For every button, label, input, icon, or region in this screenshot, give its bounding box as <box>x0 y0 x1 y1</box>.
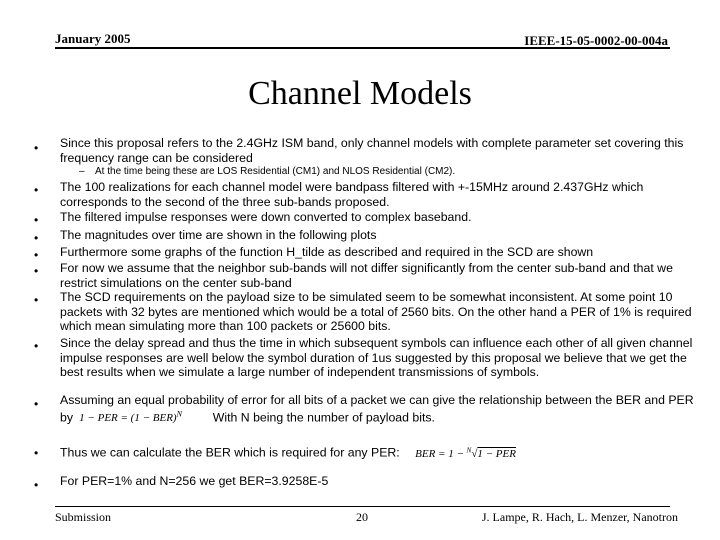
header-doc-number: IEEE-15-05-0002-00-004a <box>524 33 668 48</box>
footer-rule <box>55 506 670 507</box>
bullet-marker: • <box>34 183 39 197</box>
root-sign-icon: √ <box>471 447 478 460</box>
bullet-text: The magnitudes over time are shown in the following plots <box>60 228 377 242</box>
bullet-marker: • <box>34 141 39 155</box>
per-formula: 1 − PER = (1 − BER)$^N$ <box>79 409 182 425</box>
bullet-marker: • <box>34 339 39 353</box>
bullet-marker: • <box>34 213 39 227</box>
bullet-text: The SCD requirements on the payload size to be simulated seem to be somewhat inconsistent. At some point 10 packets with 32 bytes are mentioned which would be a total of 2560 bits. On the other hand a PER of 1% is required which mean simulating more than 100 packets or 25600 bits. <box>60 290 692 333</box>
bullet-text: For PER=1% and N=256 we get BER=3.9258E-5 <box>60 474 329 488</box>
bullet-marker: • <box>34 231 39 245</box>
bullet-text: The 100 realizations for each channel model were bandpass filtered with +-15MHz around 2.437GHz which corresponds to the second of the three sub-bands proposed. <box>60 180 644 209</box>
footer-authors: J. Lampe, R. Hach, L. Menzer, Nanotron <box>481 510 678 524</box>
bullet-text: For now we assume that the neighbor sub-bands will not differ significantly from the center sub-band and that we restrict simulations on the center sub-band <box>60 261 673 290</box>
bullet-marker: • <box>34 264 39 278</box>
bullet-marker: • <box>34 293 39 307</box>
bullet-text-with-formula <box>60 443 695 461</box>
bullet-marker: • <box>34 397 39 411</box>
header-rule <box>55 47 670 49</box>
bullet-text: Assuming an equal probability of error for all bits of a packet we can give the relationship between the BER and PER by <box>60 393 694 425</box>
header-date: January 2005 <box>55 31 131 46</box>
sub-bullet-text: At the time being these are LOS Residential (CM1) and NLOS Residential (CM2). <box>95 166 456 177</box>
bullet-text: The filtered impulse responses were down converted to complex baseband. <box>60 210 472 224</box>
bullet-text-with-formula <box>60 393 695 426</box>
footer-page-number: 20 <box>356 510 368 524</box>
bullet-text: Thus we can calculate the BER which is required for any PER: <box>60 445 400 460</box>
bullet-marker: • <box>34 446 39 460</box>
footer-left: Submission <box>55 510 112 524</box>
slide-title: Channel Models <box>248 75 472 112</box>
bullet-text: Since this proposal refers to the 2.4GHz ISM band, only channel models with complete parameter set covering this frequency range can be considered <box>60 136 684 165</box>
bullet-text: Furthermore some graphs of the function H_tilde as described and required in the SCD are shown <box>60 245 594 259</box>
bullet-text: With N being the number of payload bits. <box>212 410 435 425</box>
bullet-marker: • <box>34 478 39 492</box>
ber-formula: BER = 1 − $^N$√1 − PER <box>415 446 516 460</box>
bullet-text: Since the delay spread and thus the time in which subsequent symbols can influence each other of all given channel impulse responses are well below the symbol duration of 1us suggested by this proposal we believe that we get the best results when we simulate a large number of independent transmissions of symbols. <box>60 336 693 379</box>
bullet-marker: • <box>34 248 39 262</box>
sub-bullet-marker: – <box>79 166 85 177</box>
